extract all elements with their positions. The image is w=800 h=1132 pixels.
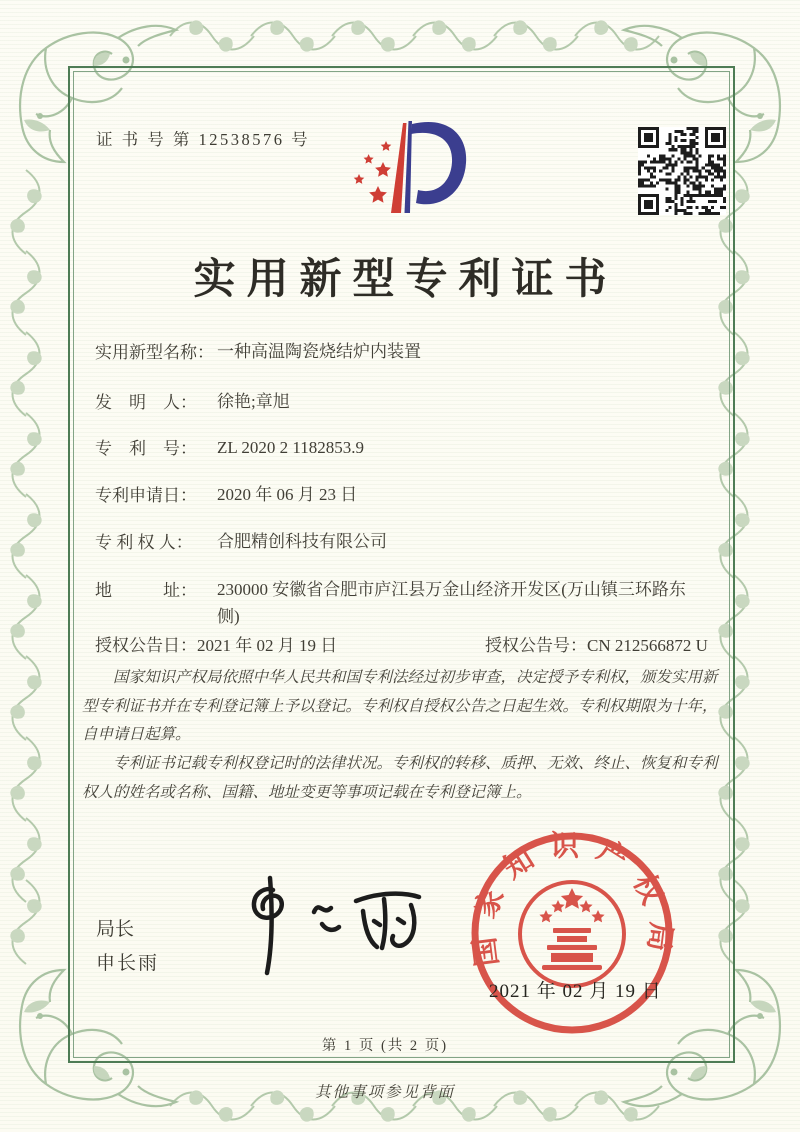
handwritten-signature bbox=[218, 870, 433, 980]
field-row-patentee bbox=[95, 528, 387, 555]
signatory-title: 局长 bbox=[96, 919, 135, 940]
grant-date-label: 授权公告日： bbox=[95, 636, 197, 655]
field-row-patent-number bbox=[95, 434, 364, 461]
field-value: 230000 安徽省合肥市庐江县万金山经济开发区(万山镇三环路东侧) bbox=[217, 580, 686, 626]
back-side-note: 其他事项参见背面 bbox=[314, 1084, 455, 1101]
field-label: 专 利 权 人： bbox=[95, 533, 193, 552]
field-label: 地 址： bbox=[95, 581, 197, 600]
seal-date: 2021 年 02 月 19 日 bbox=[489, 981, 662, 1002]
legal-text-block bbox=[82, 664, 724, 807]
field-value: 一种高温陶瓷烧结炉内装置 bbox=[217, 342, 421, 361]
field-label: 发 明 人： bbox=[95, 393, 197, 412]
grant-number-value: CN 212566872 U bbox=[587, 636, 708, 655]
field-row-filing-date bbox=[95, 481, 357, 508]
field-row-grant bbox=[95, 631, 735, 656]
legal-paragraph-2: 专利证书记载专利权登记时的法律状况。专利权的转移、质押、无效、终止、恢复和专利权人的姓名或名称、国籍、地址变更等事项记载在专利登记簿上。 bbox=[82, 755, 718, 801]
certificate-title: 实用新型专利证书 bbox=[193, 257, 618, 303]
field-label: 实用新型名称： bbox=[95, 343, 214, 362]
field-label: 专 利 号： bbox=[95, 439, 197, 458]
cnipa-logo-icon bbox=[338, 110, 488, 235]
national-emblem-icon bbox=[520, 882, 624, 986]
page-number: 第 1 页 (共 2 页) bbox=[321, 1038, 449, 1054]
legal-paragraph-1: 国家知识产权局依照中华人民共和国专利法经过初步审查，决定授予专利权，颁发实用新型专利证书并在专利登记簿上予以登记。专利权自授权公告之日起生效。专利权期限为十年，自申请日起算。 bbox=[82, 669, 718, 744]
grant-number-label: 授权公告号： bbox=[485, 636, 587, 655]
field-value: 2020 年 06 月 23 日 bbox=[217, 485, 358, 504]
field-row-address bbox=[95, 576, 695, 630]
field-label: 专利申请日： bbox=[95, 486, 197, 505]
certificate-number: 证 书 号 第 12538576 号 bbox=[96, 130, 311, 149]
official-red-seal-icon bbox=[467, 828, 677, 1038]
field-row-inventor bbox=[95, 388, 290, 415]
field-value: 徐艳;章旭 bbox=[217, 392, 290, 411]
seal-ring-text: 国家知识产权局 bbox=[467, 830, 677, 969]
field-row-name bbox=[95, 338, 421, 365]
grant-date-value: 2021 年 02 月 19 日 bbox=[197, 636, 338, 655]
field-value: ZL 2020 2 1182853.9 bbox=[217, 438, 365, 457]
field-value: 合肥精创科技有限公司 bbox=[217, 532, 387, 551]
signatory-name: 申长雨 bbox=[96, 953, 160, 974]
qr-code bbox=[638, 127, 726, 215]
